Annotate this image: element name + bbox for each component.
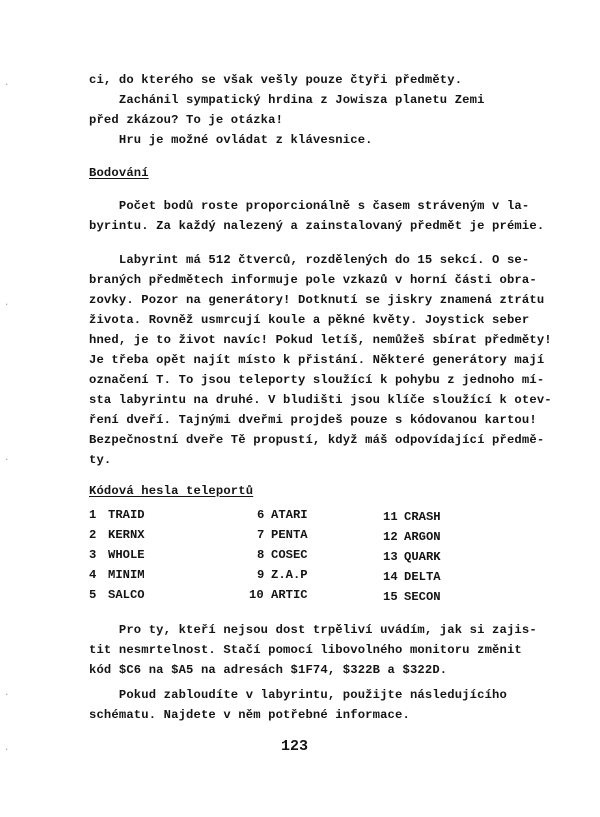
teleports-heading: Kódová hesla teleportů [89, 484, 254, 498]
teleport-number: 6 [257, 508, 265, 522]
teleport-code: KERNX [108, 528, 145, 542]
scoring-line: sta labyrintu na druhé. V bludišti jsou klíče sloužící k otev- [89, 393, 552, 407]
teleport-number: 15 [383, 590, 398, 604]
teleport-code: COSEC [271, 548, 308, 562]
scoring-line: zovky. Pozor na generátory! Dotknutí se jiskry znamená ztrátu [89, 293, 545, 307]
teleport-number: 9 [257, 568, 265, 582]
scan-speck-decoration: · [4, 745, 10, 755]
scoring-heading: Bodování [89, 166, 149, 180]
closing-line: tit nesmrtelnost. Stačí pomocí libovolného monitoru změnit [89, 643, 522, 657]
teleport-number: 4 [89, 568, 97, 582]
teleport-number: 10 [249, 588, 264, 602]
teleport-number: 7 [257, 528, 265, 542]
teleport-number: 2 [89, 528, 97, 542]
closing-line: kód $C6 na $A5 na adresách $1F74, $322B a $322D. [89, 663, 448, 677]
teleport-number: 5 [89, 588, 97, 602]
intro-line: Hru je možné ovládat z klávesnice. [89, 133, 373, 147]
scoring-line: ty. [89, 453, 112, 467]
intro-line: ci, do kterého se však vešly pouze čtyři předměty. [89, 73, 463, 87]
teleport-code: MINIM [108, 568, 145, 582]
teleport-code: ARTIC [271, 588, 308, 602]
teleport-code: QUARK [404, 550, 441, 564]
teleport-number: 8 [257, 548, 265, 562]
teleport-number: 12 [383, 530, 398, 544]
scoring-line: hned, je to život navíc! Pokud letíš, nemůžeš sbírat předměty! [89, 333, 552, 347]
teleport-code: TRAID [108, 508, 145, 522]
intro-line: před zkázou? To je otázka! [89, 113, 284, 127]
scoring-line: Labyrint má 512 čtverců, rozdělených do 15 sekcí. O se- [89, 253, 530, 267]
teleport-number: 14 [383, 570, 398, 584]
scoring-line: Bezpečnostní dveře Tě propustí, když máš odpovídající předmě- [89, 433, 545, 447]
teleport-code: PENTA [271, 528, 308, 542]
scoring-line: Je třeba opět najít místo k přistání. Některé generátory mají [89, 353, 545, 367]
teleport-number: 1 [89, 508, 97, 522]
teleport-code: Z.A.P [271, 568, 308, 582]
teleport-code: SECON [404, 590, 441, 604]
teleport-code: WHOLE [108, 548, 145, 562]
scan-speck-decoration: · [4, 300, 10, 310]
scoring-line: označení T. To jsou teleporty sloužící k pohybu z jednoho mí- [89, 373, 545, 387]
scoring-line: života. Rovněž usmrcují koule a pěkné květy. Joystick seber [89, 313, 530, 327]
closing-line: Pokud zabloudíte v labyrintu, použijte následujícího [89, 688, 507, 702]
scoring-line: byrintu. Za každý nalezený a zainstalovaný předmět je prémie. [89, 219, 545, 233]
teleport-number: 13 [383, 550, 398, 564]
teleport-number: 3 [89, 548, 97, 562]
teleport-code: DELTA [404, 570, 441, 584]
teleport-code: CRASH [404, 510, 441, 524]
scan-speck-decoration: · [4, 80, 10, 90]
teleport-code: SALCO [108, 588, 145, 602]
scoring-line: Počet bodů roste proporcionálně s časem stráveným v la- [89, 199, 530, 213]
scan-speck-decoration: · [4, 455, 10, 465]
scoring-line: braných předmětech informuje pole vzkazů v horní části obra- [89, 273, 537, 287]
teleport-number: 11 [383, 510, 398, 524]
closing-line: Pro ty, kteří nejsou dost trpěliví uvádím, jak si zajis- [89, 623, 537, 637]
scoring-line: ření dveří. Tajnými dveřmi projdeš pouze s kódovanou kartou! [89, 413, 537, 427]
page-number: 123 [281, 738, 309, 755]
intro-line: Zachánil sympatický hrdina z Jowisza planetu Zemi [89, 93, 485, 107]
teleport-code: ARGON [404, 530, 441, 544]
teleport-code: ATARI [271, 508, 308, 522]
scan-speck-decoration: · [4, 690, 10, 700]
closing-line: schématu. Najdete v něm potřebné informace. [89, 708, 410, 722]
